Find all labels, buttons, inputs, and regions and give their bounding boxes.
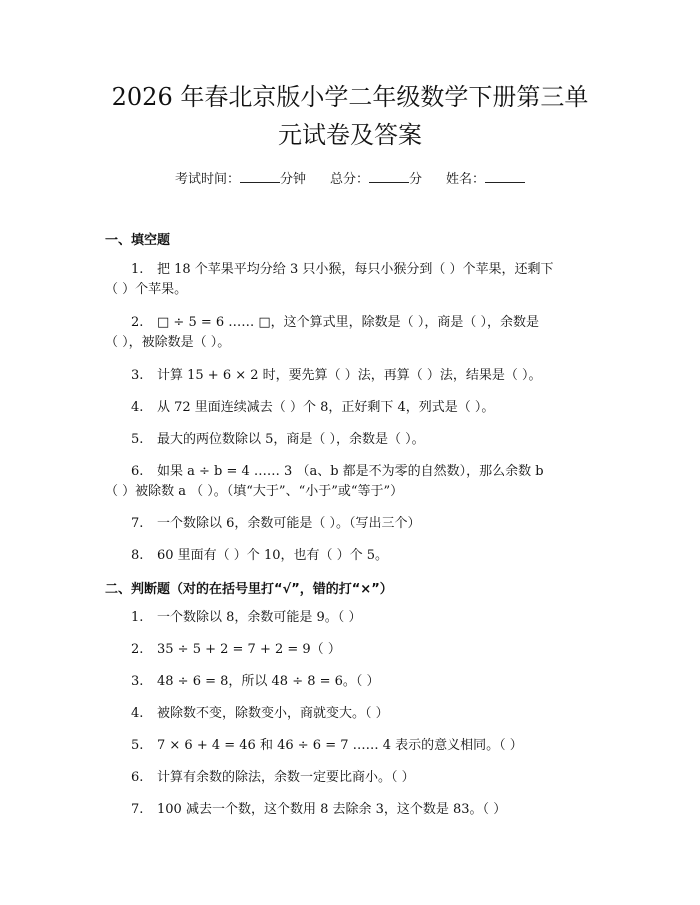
name-label: 姓名： [446,172,486,187]
question-number: 6. [131,770,144,785]
question-1-7 [131,514,421,534]
score-blank [369,170,409,183]
question-number: 3. [131,674,144,689]
question-2-5 [131,736,523,756]
document-title-line-1: 2026 年春北京版小学二年级数学下册第三单 [111,83,589,111]
name-blank [485,170,525,183]
question-text: 被除数不变，除数变小，商就变大。（ ） [157,706,389,721]
document-title-line-2: 元试卷及答案 [278,121,422,149]
question-2-7 [131,800,506,820]
question-number: 7. [131,516,144,531]
question-2-2 [131,640,341,660]
question-2-1 [131,608,361,628]
question-number: 8. [131,548,144,563]
question-text: 7 × 6 + 4 = 46 和 46 ÷ 6 = 7 …… 4 表示的意义相同。（ ） [157,738,523,753]
question-text: 从 72 里面连续减去（ ）个 8，正好剩下 4，列式是（ ）。 [157,400,495,415]
section-heading-true-false: 二、判断题（对的在括号里打“√”，错的打“×”） [105,582,393,597]
question-text: 计算 15 + 6 × 2 时，要先算（ ）法，再算（ ）法，结果是（ ）。 [157,368,542,383]
question-text: 60 里面有（ ）个 10，也有（ ）个 5。 [157,548,389,563]
question-2-3 [131,672,380,692]
question-text: 100 减去一个数，这个数用 8 去除余 3，这个数是 83。（ ） [157,802,507,817]
question-number: 6. [131,464,144,479]
question-1-6 [131,462,544,482]
time-blank [240,170,280,183]
section-heading-fill-in: 一、填空题 [105,233,171,248]
question-2-4 [131,704,389,724]
question-number: 1. [131,262,144,277]
question-text: 如果 a ÷ b = 4 …… 3 （a、b 都是不为零的自然数），那么余数 b [157,464,544,479]
question-number: 5. [131,738,144,753]
time-unit: 分钟 [279,172,306,187]
question-1-6-continued: （ ）被除数 a （ ）。（填“大于”、“小于”或“等于”） [105,484,404,499]
question-number: 4. [131,400,144,415]
question-text: 一个数除以 8，余数可能是 9。（ ） [157,610,362,625]
question-number: 4. [131,706,144,721]
question-1-1 [131,260,553,280]
question-number: 5. [131,432,144,447]
question-number: 1. [131,610,144,625]
score-label: 总分： [329,172,369,187]
question-text: 35 ÷ 5 + 2 = 7 + 2 = 9（ ） [157,642,341,657]
question-number: 2. [131,642,144,657]
score-unit: 分 [409,172,423,187]
question-1-4 [131,398,494,418]
question-text: 计算有余数的除法，余数一定要比商小。（ ） [157,770,415,785]
question-number: 2. [131,315,144,330]
question-text: 48 ÷ 6 = 8，所以 48 ÷ 8 = 6。（ ） [157,674,380,689]
question-number: 7. [131,802,144,817]
question-2-6 [131,768,415,788]
question-text: □ ÷ 5 = 6 …… □，这个算式里，除数是（ ），商是（ ），余数是 [157,315,539,330]
exam-meta-row [0,170,700,189]
question-number: 3. [131,368,144,383]
question-1-1-continued: （ ）个苹果。 [105,282,188,297]
question-text: 最大的两位数除以 5，商是（ ），余数是（ ）。 [157,432,425,447]
question-1-3 [131,366,542,386]
question-text: 把 18 个苹果平均分给 3 只小猴，每只小猴分到（ ）个苹果，还剩下 [157,262,554,277]
question-1-5 [131,430,425,450]
question-1-2 [131,313,539,333]
question-text: 一个数除以 6，余数可能是（ ）。（写出三个） [157,516,421,531]
question-1-2-continued: （ ），被除数是（ ）。 [105,335,231,350]
time-label: 考试时间： [174,172,240,187]
question-1-8 [131,546,388,566]
